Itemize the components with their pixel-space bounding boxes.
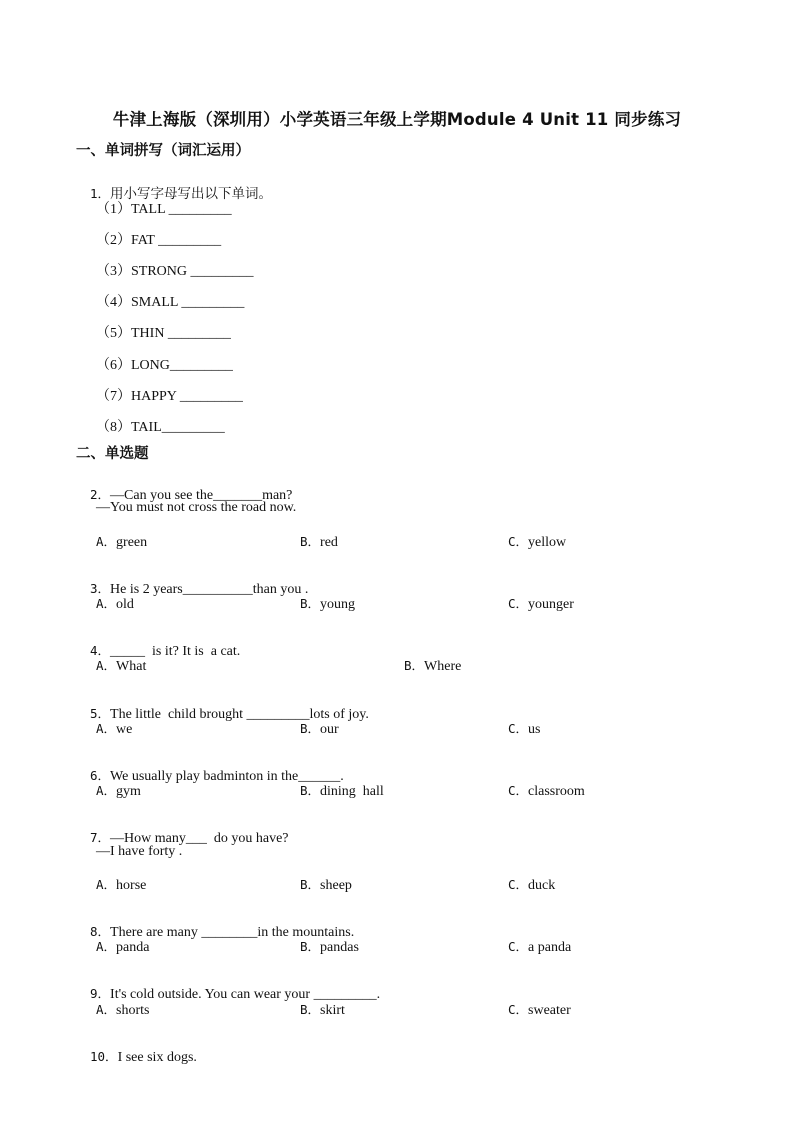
page-title: 牛津上海版（深圳用）小学英语三年级上学期Module 4 Unit 11 同步练习	[112, 110, 682, 129]
q8-option-c: C．a panda	[508, 939, 572, 955]
q5-option-b: B．our	[300, 721, 339, 737]
q7-option-c: C．duck	[508, 877, 556, 893]
question-10	[76, 1031, 197, 1082]
q9-option-b: B．skirt	[300, 1002, 345, 1018]
question-7-line-2: —I have forty .	[96, 844, 183, 859]
question-text: The little child brought _________lots of joy.	[110, 707, 369, 722]
question-number: 6．	[90, 768, 111, 783]
q7-option-b: B．sheep	[300, 877, 352, 893]
q6-option-b: B．dining hall	[300, 783, 384, 799]
q1-item-6: （6）LONG_________	[96, 358, 233, 373]
q4-option-a: A．What	[96, 658, 147, 674]
q1-item-2: （2）FAT _________	[96, 233, 222, 248]
q1-item-8: （8）TAIL_________	[96, 420, 225, 435]
question-text: _____ is it? It is a cat.	[110, 644, 241, 659]
question-number: 8．	[90, 924, 111, 939]
section-heading-spelling: 一、单词拼写（词汇运用）	[76, 143, 250, 159]
question-text: He is 2 years__________than you .	[110, 582, 309, 597]
q8-option-a: A．panda	[96, 939, 150, 955]
question-number: 9．	[90, 986, 111, 1001]
question-number: 7．	[90, 830, 111, 845]
question-number: 3．	[90, 581, 111, 596]
section-heading-multiple-choice: 二、单选题	[76, 446, 149, 462]
question-number: 1．	[90, 186, 111, 201]
q6-option-c: C．classroom	[508, 783, 585, 799]
q1-item-4: （4）SMALL _________	[96, 295, 245, 310]
question-text: —Can you see the_______man?	[110, 488, 293, 503]
q8-option-b: B．pandas	[300, 939, 359, 955]
q9-option-a: A．shorts	[96, 1002, 150, 1018]
q3-option-a: A．old	[96, 596, 134, 612]
question-text: There are many ________in the mountains.	[110, 925, 355, 940]
q4-option-b: B．Where	[404, 658, 462, 674]
q5-option-a: A．we	[96, 721, 133, 737]
q6-option-a: A．gym	[96, 783, 141, 799]
question-text: We usually play badminton in the______.	[110, 769, 344, 784]
question-2-line-2: —You must not cross the road now.	[96, 500, 297, 515]
q2-option-b: B．red	[300, 534, 338, 550]
q3-option-b: B．young	[300, 596, 356, 612]
q3-option-c: C．younger	[508, 596, 574, 612]
question-number: 4．	[90, 643, 111, 658]
question-number: 10．	[90, 1049, 118, 1064]
q2-option-a: A．green	[96, 534, 148, 550]
question-number: 2．	[90, 487, 111, 502]
question-text: —How many___ do you have?	[110, 831, 289, 846]
q1-item-3: （3）STRONG _________	[96, 264, 254, 279]
question-text: It's cold outside. You can wear your _________.	[110, 987, 381, 1002]
question-number: 5．	[90, 706, 111, 721]
q5-option-c: C．us	[508, 721, 541, 737]
question-text: I see six dogs.	[117, 1050, 197, 1065]
q1-item-7: （7）HAPPY _________	[96, 389, 243, 404]
q9-option-c: C．sweater	[508, 1002, 571, 1018]
q2-option-c: C．yellow	[508, 534, 567, 550]
question-text: 用小写字母写出以下单词。	[110, 186, 273, 202]
q1-item-5: （5）THIN _________	[96, 326, 231, 341]
q1-item-1: （1）TALL _________	[96, 202, 232, 217]
q7-option-a: A．horse	[96, 877, 147, 893]
